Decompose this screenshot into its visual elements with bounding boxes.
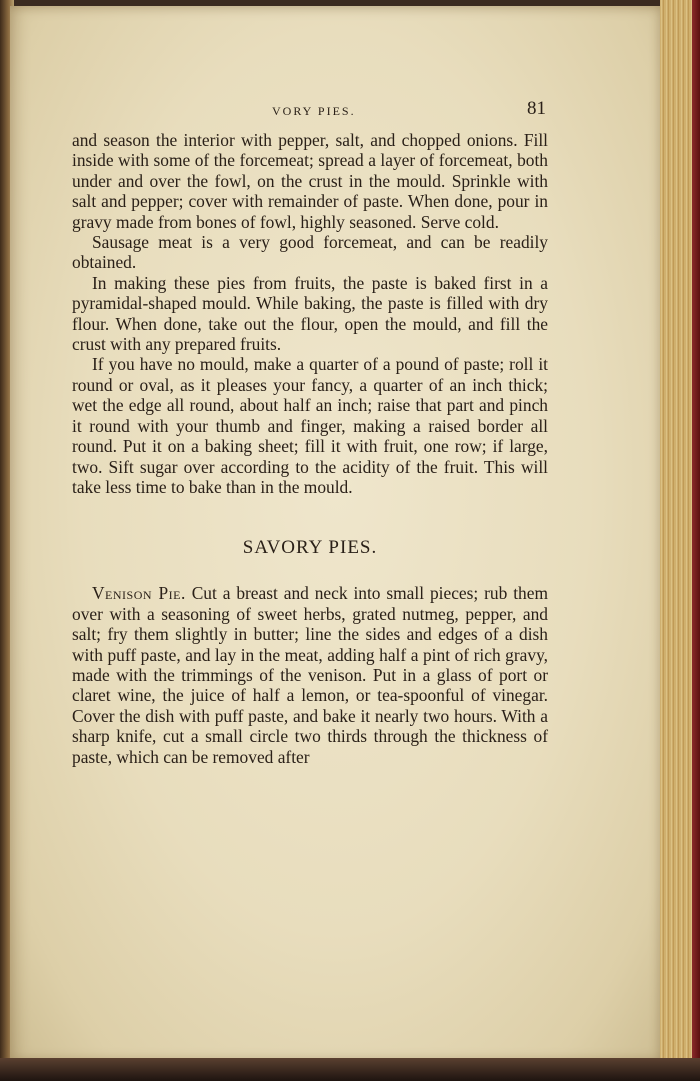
paragraph-fruit-pies: In making these pies from fruits, the paste is baked first in a pyramidal-shaped mould. While baking, the paste is filled with dry flour. When done, take out the flour, open the mould, and fill the crust with any prepared fruits. <box>72 272 548 355</box>
running-title: VORY PIES. <box>272 104 356 118</box>
recipe-venison-pie <box>72 583 548 767</box>
page-edges <box>660 0 700 1081</box>
bottom-edge <box>0 1058 700 1081</box>
recipe-text: Cut a breast and neck into small pieces; rub them over with a seasoning of sweet herbs, grated nutmeg, pepper, and salt; fry them slightly in butter; line the sides and edges of a dish with puff paste, and lay in the meat, adding half a pint of rich gravy, made with the trimmings of the venison. Put in a glass of port or claret wine, the juice of half a lemon, or tea-spoonful of vinegar. Cover the dish with puff paste, and bake it nearly two hours. With a sharp knife, cut a small circle two thirds through the thickness of paste, which can be removed after <box>72 583 548 767</box>
page-number: 81 <box>527 98 546 119</box>
recipe-title: Venison Pie. <box>92 583 186 604</box>
section-heading: SAVORY PIES. <box>242 537 378 559</box>
running-head <box>72 96 548 130</box>
paragraph-continued: and season the interior with pepper, salt, and chopped onions. Fill inside with some of the forcemeat; spread a layer of forcemeat, both under and over the fowl, on the crust in the mould. Sprinkle with salt and pepper; cover with remainder of paste. When done, pour in gravy made from bones of fowl, highly seasoned. Serve cold. <box>72 130 548 232</box>
paragraph-sausage: Sausage meat is a very good forcemeat, and can be readily obtained. <box>72 232 548 273</box>
page-text <box>72 96 548 767</box>
paragraph-no-mould: If you have no mould, make a quarter of a pound of paste; roll it round or oval, as it pleases your fancy, a quarter of an inch thick; wet the edge all round, about half an inch; raise that part and pinch it round with your thumb and finger, making a raised border all round. Put it on a baking sheet; fill it with fruit, one row; if large, two. Sift sugar over according to the acidity of the fruit. This will take less time to bake than in the mould. <box>72 354 548 497</box>
